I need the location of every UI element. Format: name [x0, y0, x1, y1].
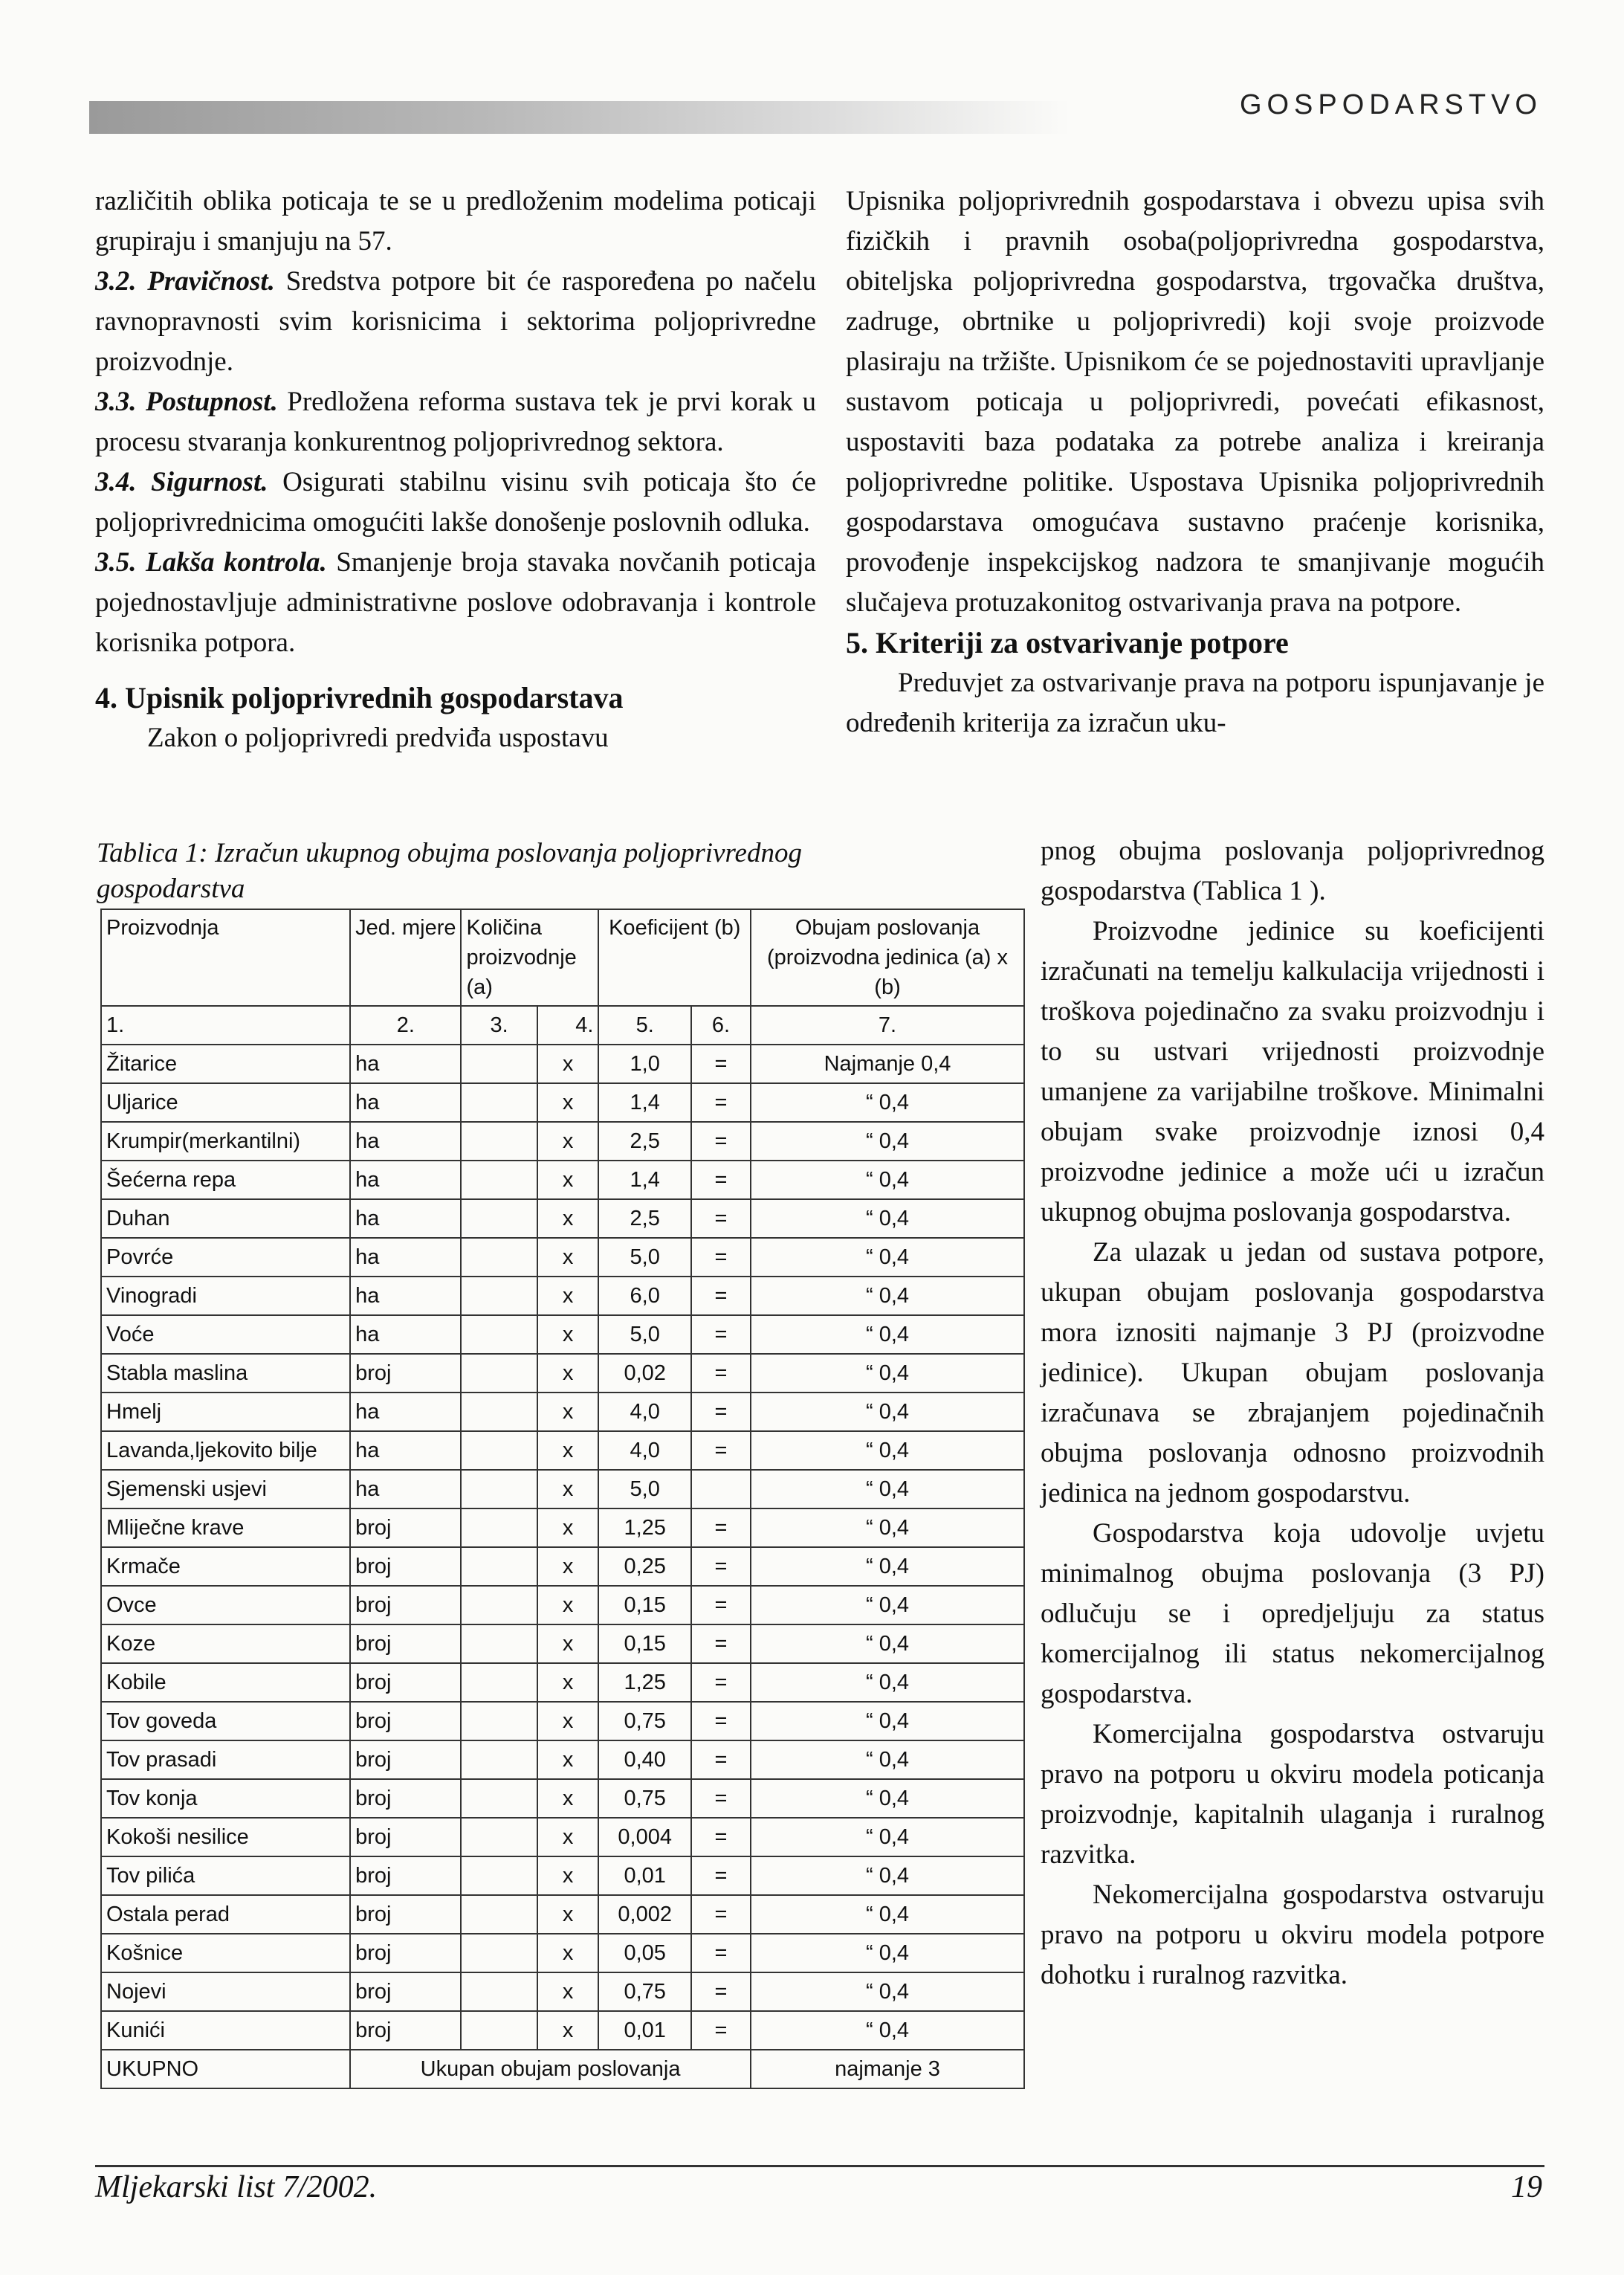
table-cell: broj [350, 1663, 461, 1702]
table-cell: x [537, 1045, 599, 1083]
table-cell: “ 0,4 [751, 1856, 1024, 1895]
table-cell: 6,0 [598, 1277, 690, 1315]
table-cell: x [537, 1586, 599, 1624]
table-cell: x [537, 1779, 599, 1818]
table-cell: 1,4 [598, 1161, 690, 1199]
table-cell [461, 1045, 537, 1083]
table-cell: 0,05 [598, 1934, 690, 1972]
table-cell: Stabla maslina [101, 1354, 350, 1393]
table-cell: x [537, 1122, 599, 1161]
table-cell: “ 0,4 [751, 1315, 1024, 1354]
paragraph [95, 462, 816, 543]
table-cell: x [537, 1547, 599, 1586]
table-row [101, 1470, 1024, 1508]
table-cell: broj [350, 1624, 461, 1663]
table-cell: “ 0,4 [751, 1663, 1024, 1702]
subsection-title: 3.4. Sigurnost. [95, 467, 268, 497]
table-cell: = [691, 1393, 751, 1431]
table-cell: 0,75 [598, 1972, 690, 2011]
table-cell: 0,002 [598, 1895, 690, 1934]
table-cell [461, 1624, 537, 1663]
table-row [101, 1818, 1024, 1856]
table-cell: = [691, 1199, 751, 1238]
table-cell: 5. [598, 1006, 690, 1045]
table-cell: ha [350, 1122, 461, 1161]
table-cell: broj [350, 1508, 461, 1547]
table-cell: = [691, 1547, 751, 1586]
table-cell: Uljarice [101, 1083, 350, 1122]
right-column-lower [1041, 831, 1544, 1995]
paragraph: Zakon o poljoprivredi predviđa uspostavu [147, 723, 609, 753]
subsection-text: Smanjenje broja stavaka novčanih poticaja pojednostavljuje administrativne poslove odobravanja i kontrole korisnika potpora. [95, 547, 816, 658]
table-cell: x [537, 1470, 599, 1508]
table-cell: 2,5 [598, 1199, 690, 1238]
table-cell: Ovce [101, 1586, 350, 1624]
table-cell: broj [350, 1895, 461, 1934]
table-cell: x [537, 1663, 599, 1702]
table-cell: Hmelj [101, 1393, 350, 1431]
paragraph [95, 543, 816, 663]
paragraph: Proizvodne jedinice su koeficijenti izračunati na temelju kalkulacija vrijednosti i troškova pojedinačno za svaku proizvodnju i to su ustvari vrijednosti proizvodnje umanjene za varijabilne troškove. Minimalni obujam svake proizvodnje iznosi 0,4 proizvodne jedinice a može ući u izračun ukupnog obujma poslovanja gospodarstva. [1041, 916, 1544, 1227]
table-cell: Mliječne krave [101, 1508, 350, 1547]
table-cell: x [537, 1354, 599, 1393]
paragraph: Upisnika poljoprivrednih gospodarstava i obvezu upisa svih fizičkih i pravnih osoba(poljoprivredna gospodarstva, obiteljska poljoprivredna gospodarstva, trgovačka društva, zadruge, obrtnike u poljoprivredi) koji svoje proizvode plasiraju na tržište. Upisnikom će se pojednostaviti upravljanje sustavom poticaja u poljoprivredi, povećati efikasnost, uspostaviti baza podataka za potrebe analiza i kreiranja poljoprivredne politike. Uspostava Upisnika poljoprivrednih gospodarstava omogućava sustavno praćenje korisnika, provođenje inspekcijskog nadzora te smanjivanje mogućih slučajeva protuzakonitog ostvarivanja prava na potpore. [846, 186, 1544, 618]
table-cell: Krmače [101, 1547, 350, 1586]
table-cell: “ 0,4 [751, 1393, 1024, 1431]
table-cell: UKUPNO [101, 2050, 350, 2088]
table-cell: = [691, 1315, 751, 1354]
table-cell: Šećerna repa [101, 1161, 350, 1199]
table-cell: Nojevi [101, 1972, 350, 2011]
paragraph: pnog obujma poslovanja poljoprivrednog gospodarstva (Tablica 1 ). [1041, 836, 1544, 906]
table-cell: Lavanda,ljekovito bilje [101, 1431, 350, 1470]
table-cell: Voće [101, 1315, 350, 1354]
table-cell [461, 1277, 537, 1315]
paragraph: Gospodarstva koja udovolje uvjetu minimalnog obujma poslovanja (3 PJ) odlučuju se i opredjeljuju za status komercijalnog ili status nekomercijalnog gospodarstva. [1041, 1518, 1544, 1709]
table-cell: “ 0,4 [751, 1818, 1024, 1856]
paragraph [95, 382, 816, 462]
table-cell: x [537, 1161, 599, 1199]
table-cell: 1,25 [598, 1508, 690, 1547]
table-cell: 5,0 [598, 1238, 690, 1277]
table-row [101, 1277, 1024, 1315]
table-cell [461, 1972, 537, 2011]
table-row [101, 2011, 1024, 2050]
subsection-title: 3.5. Lakša kontrola. [95, 547, 327, 578]
table-cell: x [537, 1702, 599, 1740]
table-cell [461, 1393, 537, 1431]
table-cell: 0,02 [598, 1354, 690, 1393]
table-caption: Tablica 1: Izračun ukupnog obujma poslovanja poljoprivrednog gospodarstva [97, 838, 802, 904]
table-cell: 0,25 [598, 1547, 690, 1586]
table-cell: = [691, 1779, 751, 1818]
table-cell: “ 0,4 [751, 1431, 1024, 1470]
table-cell: “ 0,4 [751, 1199, 1024, 1238]
table-cell: 0,15 [598, 1624, 690, 1663]
table-cell: ha [350, 1315, 461, 1354]
table-cell: 1,0 [598, 1045, 690, 1083]
table-cell: “ 0,4 [751, 1624, 1024, 1663]
table-cell [461, 1856, 537, 1895]
table-cell: 0,75 [598, 1702, 690, 1740]
paragraph: različitih oblika poticaja te se u predloženim modelima poticaji grupiraju i smanjuju na 57. [95, 186, 816, 256]
table-cell: = [691, 1624, 751, 1663]
table-cell: 0,01 [598, 1856, 690, 1895]
table-cell: = [691, 1856, 751, 1895]
table-cell: = [691, 1238, 751, 1277]
table-cell [461, 1431, 537, 1470]
table-row [101, 1624, 1024, 1663]
section-heading: 4. Upisnik poljoprivrednih gospodarstava [95, 681, 624, 714]
table-cell: Tov prasadi [101, 1740, 350, 1779]
table-row [101, 1431, 1024, 1470]
subsection-text: Predložena reforma sustava tek je prvi korak u procesu stvaranja konkurentnog poljoprivrednog sektora. [95, 387, 816, 457]
table-total-row [101, 2050, 1024, 2088]
column-header: Količina proizvodnje (a) [461, 909, 598, 1006]
table-cell: = [691, 1045, 751, 1083]
paragraph: Komercijalna gospodarstva ostvaruju pravo na potporu u okviru modela poticanja proizvodnje, kapitalnih ulaganja i ruralnog razvitka. [1041, 1719, 1544, 1870]
table-cell: ha [350, 1045, 461, 1083]
table-row [101, 1702, 1024, 1740]
table-cell: x [537, 1238, 599, 1277]
page-number: 19 [1511, 2170, 1542, 2204]
table-row [101, 1779, 1024, 1818]
table-cell: Kunići [101, 2011, 350, 2050]
table-cell [461, 1083, 537, 1122]
table-cell: Košnice [101, 1934, 350, 1972]
table-cell [461, 1199, 537, 1238]
column-header: Jed. mjere [350, 909, 461, 1006]
table-cell: x [537, 1934, 599, 1972]
table-cell [461, 1354, 537, 1393]
table-cell: = [691, 1818, 751, 1856]
table-cell: “ 0,4 [751, 1547, 1024, 1586]
table-cell: 6. [691, 1006, 751, 1045]
table-cell: “ 0,4 [751, 1895, 1024, 1934]
table-cell: Vinogradi [101, 1277, 350, 1315]
table-cell: = [691, 1702, 751, 1740]
table-row [101, 1354, 1024, 1393]
table-row [101, 1972, 1024, 2011]
table-row [101, 1122, 1024, 1161]
table-cell: broj [350, 1740, 461, 1779]
table-cell: broj [350, 1779, 461, 1818]
table-cell: “ 0,4 [751, 1740, 1024, 1779]
table-body [101, 1006, 1024, 2088]
table-cell: Tov goveda [101, 1702, 350, 1740]
table-cell: = [691, 1431, 751, 1470]
subsection-title: 3.2. Pravičnost. [95, 266, 275, 297]
table-cell: 3. [461, 1006, 537, 1045]
journal-name: Mljekarski list 7/2002. [95, 2170, 378, 2204]
table-cell: = [691, 1508, 751, 1547]
paragraph [95, 262, 816, 382]
table-cell [461, 1740, 537, 1779]
table-cell: Koze [101, 1624, 350, 1663]
table-cell: x [537, 1315, 599, 1354]
column-header: Proizvodnja [101, 909, 350, 1006]
table-cell: x [537, 1431, 599, 1470]
table-cell: = [691, 1586, 751, 1624]
table-cell: “ 0,4 [751, 1354, 1024, 1393]
table-cell: “ 0,4 [751, 1972, 1024, 2011]
table-cell: Žitarice [101, 1045, 350, 1083]
table-cell [461, 1779, 537, 1818]
data-table [100, 909, 1025, 2089]
table-row [101, 1045, 1024, 1083]
table-cell: 0,15 [598, 1586, 690, 1624]
table-cell: Povrće [101, 1238, 350, 1277]
table-row [101, 1934, 1024, 1972]
paragraph: Preduvjet za ostvarivanje prava na potporu ispunjavanje je određenih kriterija za izračun uku- [846, 668, 1544, 738]
table-cell: Tov pilića [101, 1856, 350, 1895]
table-cell: 4. [537, 1006, 599, 1045]
table-cell: najmanje 3 [751, 2050, 1024, 2088]
table-cell: 0,004 [598, 1818, 690, 1856]
table-cell: ha [350, 1393, 461, 1431]
table-cell: Duhan [101, 1199, 350, 1238]
section-title: GOSPODARSTVO [1239, 89, 1542, 120]
table-row [101, 1238, 1024, 1277]
table-cell: “ 0,4 [751, 2011, 1024, 2050]
table-cell: “ 0,4 [751, 1122, 1024, 1161]
table-cell: = [691, 1663, 751, 1702]
table-cell: broj [350, 1856, 461, 1895]
table-cell: “ 0,4 [751, 1161, 1024, 1199]
table-cell: 0,75 [598, 1779, 690, 1818]
table-cell: = [691, 1740, 751, 1779]
table-cell: x [537, 1624, 599, 1663]
table-cell: 4,0 [598, 1431, 690, 1470]
header-bar [89, 101, 1070, 134]
table-cell: Ukupan obujam poslovanja [350, 2050, 751, 2088]
table-cell: x [537, 1972, 599, 2011]
table-row [101, 1740, 1024, 1779]
table-cell: ha [350, 1238, 461, 1277]
table-cell: ha [350, 1431, 461, 1470]
table-cell [691, 1470, 751, 1508]
table-cell: = [691, 2011, 751, 2050]
paragraph: Za ulazak u jedan od sustava potpore, ukupan obujam poslovanja gospodarstva mora iznositi najmanje 3 PJ (proizvodne jedinice). Ukupan obujam poslovanja izračunava se zbrajanjem pojedinačnih obujma poslovanja odnosno proizvodnih jedinica na jednom gospodarstvu. [1041, 1237, 1544, 1508]
table-cell: broj [350, 1547, 461, 1586]
table-row [101, 1393, 1024, 1431]
paragraph: Nekomercijalna gospodarstva ostvaruju pravo na potporu u okviru modela potpore dohotku i ruralnog razvitka. [1041, 1879, 1544, 1990]
table-cell: “ 0,4 [751, 1702, 1024, 1740]
table-cell: Ostala perad [101, 1895, 350, 1934]
table-cell: = [691, 1122, 751, 1161]
table-cell [461, 1315, 537, 1354]
table-cell: x [537, 1508, 599, 1547]
table-cell [461, 1818, 537, 1856]
table-cell [461, 1508, 537, 1547]
table-cell: Tov konja [101, 1779, 350, 1818]
table-container [100, 909, 1025, 2089]
table-cell: broj [350, 1972, 461, 2011]
table-cell: x [537, 1277, 599, 1315]
table-cell: 7. [751, 1006, 1024, 1045]
table-row [101, 1199, 1024, 1238]
table-cell: “ 0,4 [751, 1083, 1024, 1122]
table-cell: broj [350, 1934, 461, 1972]
table-cell: = [691, 1161, 751, 1199]
table-cell: 5,0 [598, 1315, 690, 1354]
table-cell [461, 1547, 537, 1586]
table-cell [461, 1934, 537, 1972]
section-heading: 5. Kriteriji za ostvarivanje potpore [846, 626, 1289, 659]
subsection-text: Osigurati stabilnu visinu svih poticaja što će poljoprivrednicima omogućiti lakše donošenje poslovnih odluka. [95, 467, 816, 538]
table-cell: ha [350, 1199, 461, 1238]
table-cell [461, 1895, 537, 1934]
table-cell: x [537, 1083, 599, 1122]
table-cell [461, 1161, 537, 1199]
table-cell: x [537, 1856, 599, 1895]
table-cell: ha [350, 1277, 461, 1315]
table-row [101, 1856, 1024, 1895]
table-number-row [101, 1006, 1024, 1045]
table-cell [461, 2011, 537, 2050]
table-cell: 0,40 [598, 1740, 690, 1779]
table-cell: “ 0,4 [751, 1277, 1024, 1315]
table-row [101, 1508, 1024, 1547]
table-cell: ha [350, 1161, 461, 1199]
table-cell: broj [350, 1354, 461, 1393]
footer-divider [95, 2165, 1544, 2167]
table-cell: x [537, 2011, 599, 2050]
table-cell: “ 0,4 [751, 1934, 1024, 1972]
subsection-text: Sredstva potpore bit će raspoređena po načelu ravnopravnosti svim korisnicima i sektorima poljoprivredne proizvodnje. [95, 266, 816, 377]
table-cell: = [691, 1934, 751, 1972]
subsection-title: 3.3. Postupnost. [95, 387, 278, 417]
table-row [101, 1663, 1024, 1702]
table-cell: Kobile [101, 1663, 350, 1702]
table-cell: Kokoši nesilice [101, 1818, 350, 1856]
table-cell: = [691, 1277, 751, 1315]
table-cell [461, 1663, 537, 1702]
table-cell: 0,01 [598, 2011, 690, 2050]
table-cell: x [537, 1740, 599, 1779]
right-column [846, 181, 1544, 743]
table-cell: = [691, 1354, 751, 1393]
table-cell: 1,25 [598, 1663, 690, 1702]
table-cell: 2. [350, 1006, 461, 1045]
table-cell: “ 0,4 [751, 1586, 1024, 1624]
table-row [101, 1895, 1024, 1934]
table-cell: ha [350, 1083, 461, 1122]
table-cell: “ 0,4 [751, 1779, 1024, 1818]
table-cell: x [537, 1199, 599, 1238]
table-cell: 1. [101, 1006, 350, 1045]
table-cell: 4,0 [598, 1393, 690, 1431]
table-cell: broj [350, 1818, 461, 1856]
table-cell: broj [350, 1702, 461, 1740]
table-row [101, 1586, 1024, 1624]
table-cell: ha [350, 1470, 461, 1508]
column-header: Obujam poslovanja (proizvodna jedinica (a) x (b) [751, 909, 1024, 1006]
table-cell: 1,4 [598, 1083, 690, 1122]
table-cell: “ 0,4 [751, 1470, 1024, 1508]
table-row [101, 1083, 1024, 1122]
left-column [95, 181, 816, 758]
table-cell: broj [350, 1586, 461, 1624]
table-row [101, 1161, 1024, 1199]
table-cell: Krumpir(merkantilni) [101, 1122, 350, 1161]
table-cell [461, 1122, 537, 1161]
table-cell: “ 0,4 [751, 1508, 1024, 1547]
table-cell [461, 1586, 537, 1624]
table-cell: x [537, 1818, 599, 1856]
table-row [101, 1315, 1024, 1354]
table-cell: = [691, 1895, 751, 1934]
table-cell: broj [350, 2011, 461, 2050]
table-row [101, 1547, 1024, 1586]
table-header-row [101, 909, 1024, 1006]
table-cell: = [691, 1083, 751, 1122]
table-cell: “ 0,4 [751, 1238, 1024, 1277]
table-cell [461, 1238, 537, 1277]
table-cell [461, 1470, 537, 1508]
column-header: Koeficijent (b) [598, 909, 751, 1006]
table-cell: x [537, 1895, 599, 1934]
table-cell [461, 1702, 537, 1740]
table-cell: x [537, 1393, 599, 1431]
table-cell: Sjemenski usjevi [101, 1470, 350, 1508]
table-cell: 5,0 [598, 1470, 690, 1508]
table-cell: = [691, 1972, 751, 2011]
table-cell: Najmanje 0,4 [751, 1045, 1024, 1083]
table-cell: 2,5 [598, 1122, 690, 1161]
